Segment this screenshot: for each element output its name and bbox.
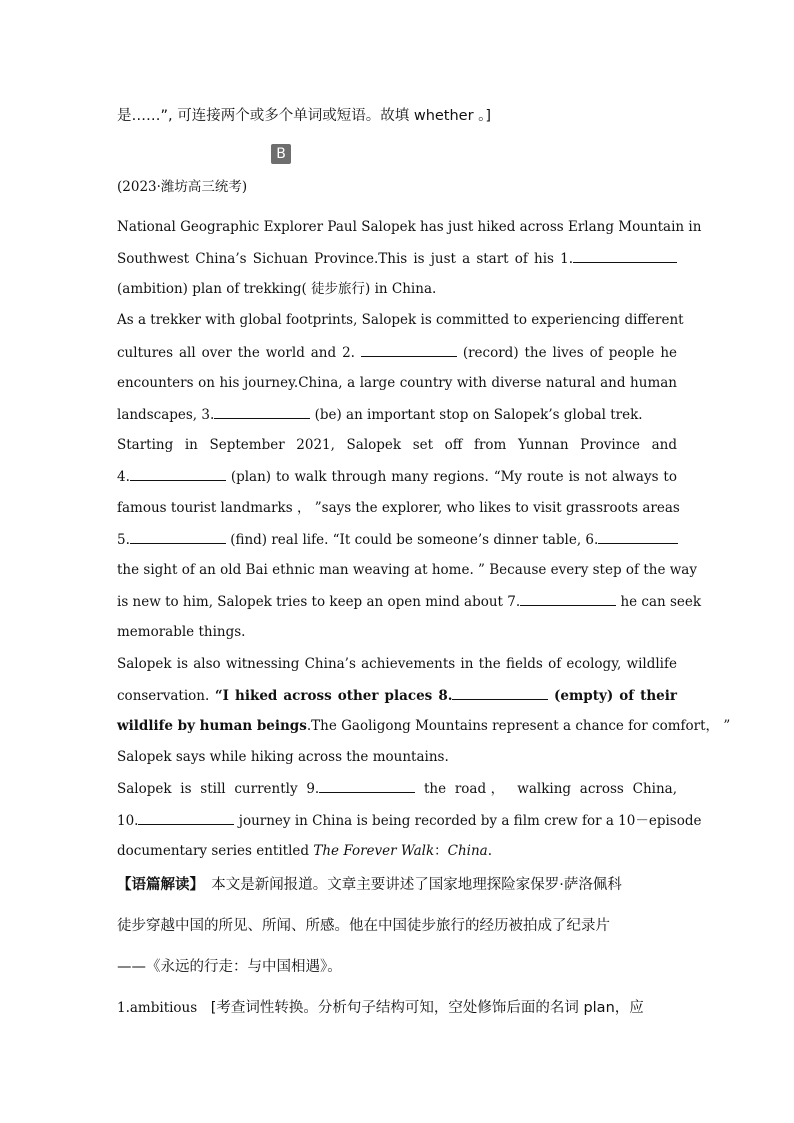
passage-text-bold: (empty) of their	[554, 688, 677, 704]
passage-text: landscapes, 3.	[117, 407, 215, 423]
answer-blank-10[interactable]	[138, 810, 234, 825]
passage-line-6: encounters on his journey.China, a large country with diverse natural and human	[117, 375, 677, 391]
passage-line-12: the sight of an old Bai ethnic man weaving at home. ” Because every step of the way	[117, 562, 697, 578]
passage-line-21	[117, 841, 677, 861]
passage-text: 10.	[117, 813, 139, 829]
answer-line-1	[117, 998, 677, 1018]
answer-explanation: [考查词性转换。分析句子结构可知，空处修饰后面的名词 plan，应	[210, 1000, 644, 1016]
passage-line-16	[117, 685, 677, 706]
top-note: 是……”, 可连接两个或多个单词或短语。故填 whether 。]	[117, 108, 492, 124]
passage-text: documentary series entitled	[117, 843, 314, 859]
analysis-line-3: ——《永远的行走：与中国相遇》。	[117, 959, 342, 975]
answer-blank-3[interactable]	[214, 404, 310, 419]
passage-text: (record) the lives of people he	[462, 345, 678, 361]
passage-line-2	[117, 248, 677, 269]
source-line: (2023·潍坊高三统考)	[117, 179, 248, 195]
passage-line-13	[117, 591, 702, 612]
answer-blank-5[interactable]	[130, 529, 226, 544]
film-title: China	[447, 843, 488, 859]
answer-blank-6[interactable]	[598, 529, 678, 544]
passage-text: ：	[434, 843, 448, 859]
passage-line-20	[117, 810, 702, 831]
passage-text: (plan) to walk through many regions. “My route is not always to	[230, 469, 677, 485]
passage-text: journey in China is being recorded by a film crew for a 10－episode	[238, 813, 702, 829]
analysis-line-1	[117, 875, 677, 895]
answer-blank-1[interactable]	[573, 248, 677, 263]
answer-blank-8[interactable]	[452, 685, 548, 700]
section-badge: B	[271, 144, 291, 164]
passage-text: (be) an important stop on Salopek’s global trek.	[314, 407, 643, 423]
passage-line-5	[117, 342, 677, 363]
passage-line-11	[117, 529, 677, 550]
passage-line-17	[117, 716, 731, 736]
passage-line-15: Salopek is also witnessing China’s achievements in the fields of ecology, wildlife	[117, 656, 677, 672]
analysis-label: 【语篇解读】	[117, 877, 197, 893]
passage-line-10: famous tourist landmarks ， ”says the explorer, who likes to visit grassroots areas	[117, 500, 680, 516]
passage-text: conservation.	[117, 688, 215, 704]
analysis-text: 本文是新闻报道。文章主要讲述了国家地理探险家保罗·萨洛佩科	[211, 877, 622, 893]
passage-text: Salopek is still currently 9.	[117, 781, 320, 797]
passage-text: the road， walking across China,	[423, 781, 677, 797]
passage-line-8: Starting in September 2021, Salopek set off from Yunnan Province and	[117, 437, 677, 453]
passage-line-18: Salopek says while hiking across the mountains.	[117, 749, 449, 765]
passage-text: 4.	[117, 469, 130, 485]
answer-blank-7[interactable]	[520, 591, 616, 606]
passage-text: .	[487, 843, 493, 859]
passage-line-1: National Geographic Explorer Paul Salopek has just hiked across Erlang Mountain in	[117, 219, 702, 235]
answer-blank-9[interactable]	[319, 778, 415, 793]
passage-line-14: memorable things.	[117, 624, 246, 640]
passage-line-9	[117, 466, 677, 487]
passage-line-19	[117, 778, 677, 799]
passage-text: 5.	[117, 532, 130, 548]
passage-text: cultures all over the world and 2.	[117, 345, 355, 361]
passage-text-bold: wildlife by human beings	[117, 718, 307, 734]
answer-blank-2[interactable]	[361, 342, 457, 357]
passage-line-7	[117, 404, 677, 425]
passage-text: he can seek	[620, 594, 702, 610]
film-title: The Forever Walk	[313, 843, 435, 859]
answer-blank-4[interactable]	[130, 466, 226, 481]
passage-text: (find) real life. “It could be someone’s dinner table, 6.	[230, 532, 599, 548]
passage-text: Southwest China’s Sichuan Province.This is just a start of his 1.	[117, 251, 573, 267]
analysis-line-2: 徒步穿越中国的所见、所闻、所感。他在中国徒步旅行的经历被拍成了纪录片	[117, 918, 610, 934]
passage-text-bold: “I hiked across other places 8.	[214, 688, 453, 704]
passage-text: .The Gaoligong Mountains represent a chance for comfort， ”	[306, 718, 731, 734]
passage-line-4: As a trekker with global footprints, Salopek is committed to experiencing different	[117, 312, 684, 328]
passage-line-3: (ambition) plan of trekking( 徒步旅行) in China.	[117, 281, 437, 297]
answer-key: 1.ambitious	[117, 1000, 198, 1016]
passage-text: is new to him, Salopek tries to keep an open mind about 7.	[117, 594, 521, 610]
